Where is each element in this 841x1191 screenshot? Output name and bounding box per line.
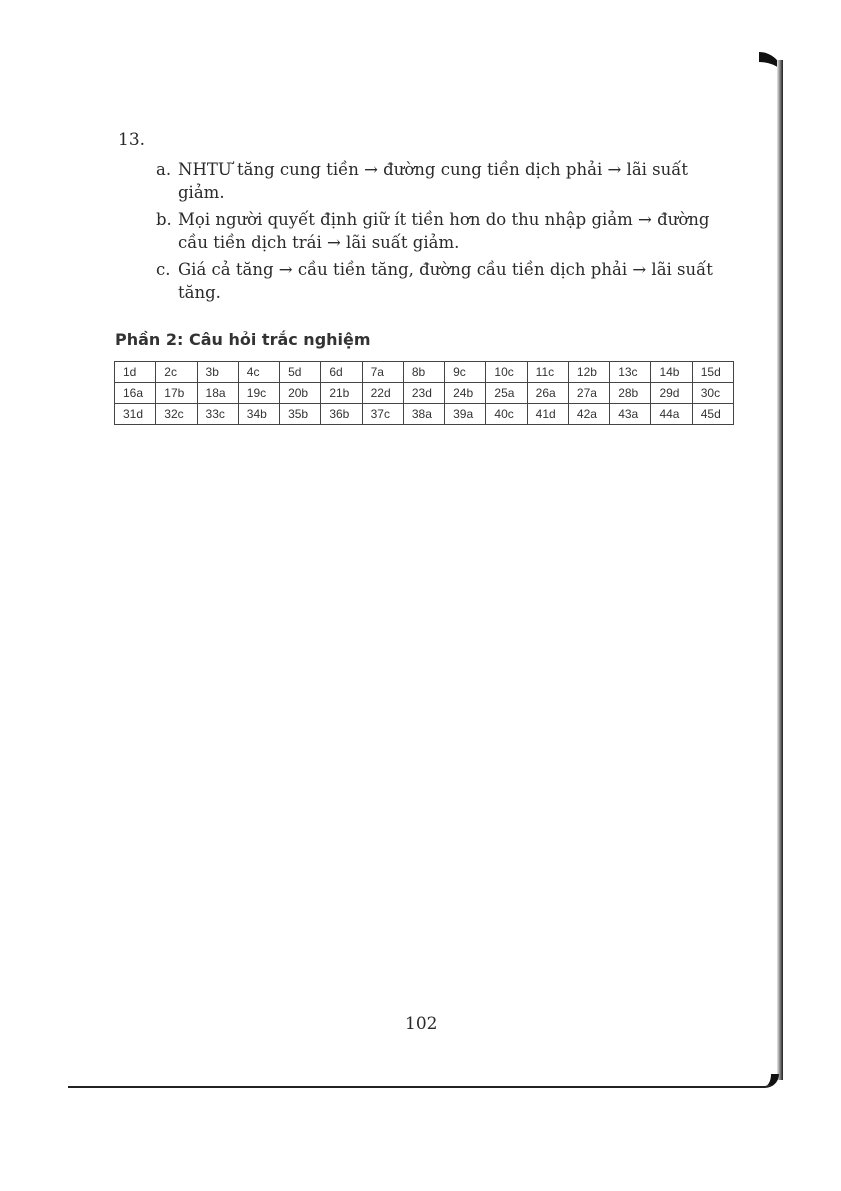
page-number: 102 — [405, 1014, 438, 1034]
answer-marker: c. — [156, 260, 171, 279]
answer-cell: 2c — [156, 362, 197, 383]
answer-cell: 8b — [403, 362, 444, 383]
answer-cell: 19c — [238, 383, 279, 404]
answer-cell: 22d — [362, 383, 403, 404]
answer-cell: 38a — [403, 404, 444, 425]
answer-cell: 1d — [115, 362, 156, 383]
answer-marker: b. — [156, 210, 172, 229]
question-13-section — [118, 130, 743, 308]
page-bottom-edge — [68, 1074, 779, 1088]
answer-cell: 30c — [692, 383, 733, 404]
answer-cell: 20b — [280, 383, 321, 404]
question-number: 13. — [118, 130, 146, 150]
answer-cell: 35b — [280, 404, 321, 425]
answer-cell: 25a — [486, 383, 527, 404]
answer-cell: 6d — [321, 362, 362, 383]
answer-item-c — [118, 258, 743, 304]
answer-cell: 24b — [445, 383, 486, 404]
answer-cell: 4c — [238, 362, 279, 383]
answer-cell: 14b — [651, 362, 692, 383]
answer-cell: 33c — [197, 404, 238, 425]
answer-cell: 11c — [527, 362, 568, 383]
answer-cell: 45d — [692, 404, 733, 425]
answer-cell: 37c — [362, 404, 403, 425]
answer-text: NHTƯ tăng cung tiền → đường cung tiền dịch phải → lãi suất giảm. — [178, 160, 689, 202]
answer-cell: 23d — [403, 383, 444, 404]
answer-cell: 5d — [280, 362, 321, 383]
answer-cell: 16a — [115, 383, 156, 404]
answer-cell: 7a — [362, 362, 403, 383]
answer-cell: 15d — [692, 362, 733, 383]
table-row — [115, 383, 734, 404]
table-row — [115, 404, 734, 425]
answer-cell: 9c — [445, 362, 486, 383]
answer-cell: 18a — [197, 383, 238, 404]
answer-cell: 36b — [321, 404, 362, 425]
answer-cell: 28b — [610, 383, 651, 404]
answer-text: Mọi người quyết định giữ ít tiền hơn do thu nhập giảm → đường cầu tiền dịch trái → lãi suất giảm. — [178, 210, 710, 252]
answer-cell: 44a — [651, 404, 692, 425]
answer-cell: 13c — [610, 362, 651, 383]
section-title: Phần 2: Câu hỏi trắc nghiệm — [115, 330, 371, 349]
answer-key-table — [114, 361, 734, 425]
answer-cell: 42a — [568, 404, 609, 425]
answer-cell: 27a — [568, 383, 609, 404]
answer-item-b — [118, 208, 743, 254]
answer-cell: 32c — [156, 404, 197, 425]
answer-item-a — [118, 158, 743, 204]
answer-cell: 29d — [651, 383, 692, 404]
answer-cell: 41d — [527, 404, 568, 425]
answer-text: Giá cả tăng → cầu tiền tăng, đường cầu tiền dịch phải → lãi suất tăng. — [178, 260, 713, 302]
table-row — [115, 362, 734, 383]
answer-cell: 17b — [156, 383, 197, 404]
answer-cell: 34b — [238, 404, 279, 425]
answer-cell: 40c — [486, 404, 527, 425]
answer-marker: a. — [156, 160, 172, 179]
answer-cell: 31d — [115, 404, 156, 425]
answer-list — [118, 158, 743, 304]
answer-cell: 43a — [610, 404, 651, 425]
answer-cell: 26a — [527, 383, 568, 404]
answer-cell: 39a — [445, 404, 486, 425]
answer-cell: 10c — [486, 362, 527, 383]
page-edge-shadow — [777, 60, 783, 1080]
answer-cell: 21b — [321, 383, 362, 404]
answer-cell: 12b — [568, 362, 609, 383]
answer-cell: 3b — [197, 362, 238, 383]
